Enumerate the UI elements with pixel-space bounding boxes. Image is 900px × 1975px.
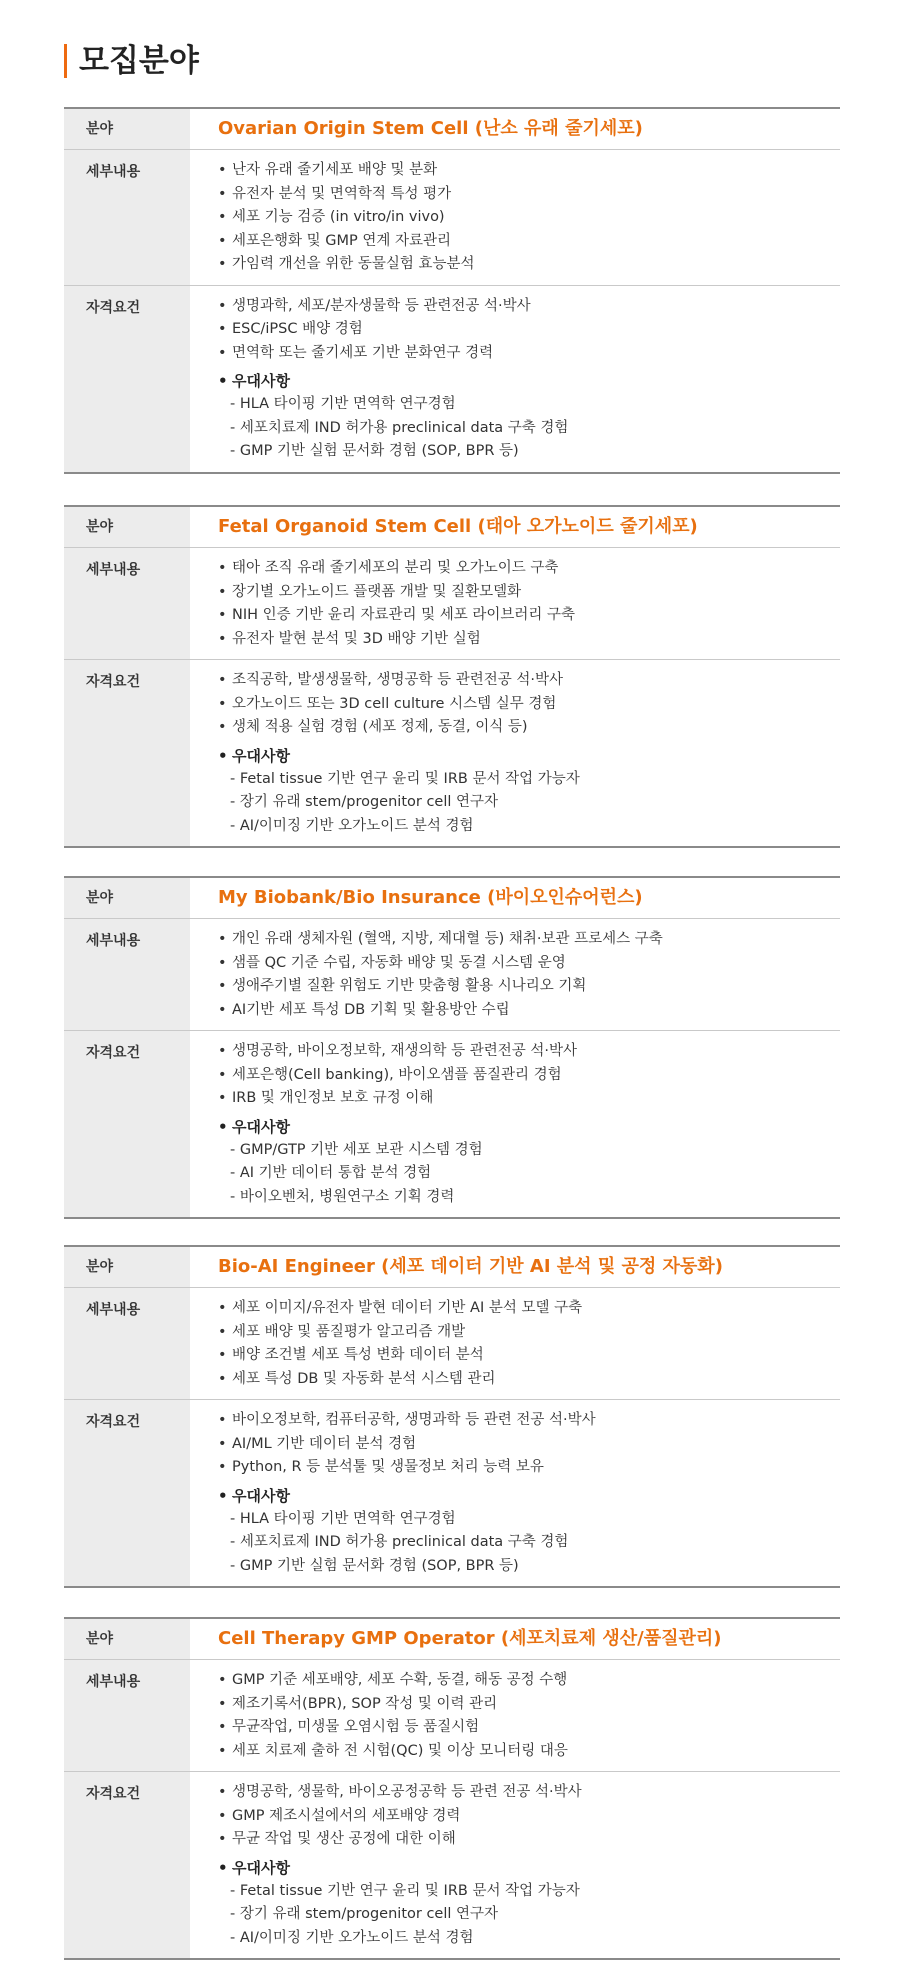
detail-text: 세포 특성 DB 및 자동화 분석 시스템 관리 [232,1370,496,1387]
details-row [64,919,840,1031]
dash: - [230,1557,240,1574]
details-row [64,1660,840,1772]
details-label: 세부내용 [64,919,190,1030]
detail-item [218,183,840,207]
bullet: • [218,1784,227,1800]
field-title: Fetal Organoid Stem Cell (태아 오가노이드 줄기세포) [218,516,698,537]
requirement-item [218,1433,840,1457]
bullet: • [218,954,227,971]
bullet: • [218,560,227,576]
preferred-item [218,393,840,417]
requirement-item [218,318,840,342]
preferred-text: 바이오벤처, 병원연구소 기획 경력 [239,1188,455,1205]
requirements-label: 자격요건 [64,1400,190,1586]
preferred-heading [218,1115,840,1139]
detail-text: 가임력 개선을 위한 동물실험 효능분석 [232,256,475,272]
bullet: • [218,1090,227,1106]
preferred-text: GMP 기반 실험 문서화 경험 (SOP, BPR 등) [239,1557,519,1574]
detail-text: 난자 유래 줄기세포 배양 및 분화 [232,162,438,178]
detail-item [218,1740,840,1764]
field-title-cell [190,1619,840,1659]
detail-item [218,253,840,277]
recruit-section [64,876,840,1219]
bullet: • [218,372,228,390]
field-label: 분야 [64,1619,190,1659]
details-row [64,548,840,660]
bullet: • [218,583,227,600]
bullet: • [218,297,227,314]
requirement-text: 세포은행(Cell banking), 바이오샘플 품질관리 경험 [232,1066,562,1083]
detail-item [218,1716,840,1740]
details-label: 세부내용 [64,150,190,285]
preferred-heading [218,369,840,393]
detail-item [218,1368,840,1392]
preferred-item [218,1508,840,1532]
detail-item [218,1321,840,1345]
requirement-item [218,1409,840,1433]
bullet: • [218,1066,227,1083]
bullet: • [218,232,227,249]
preferred-heading [218,744,840,768]
requirements-row [64,1031,840,1217]
requirements-list [190,1772,840,1958]
preferred-label: 우대사항 [232,1486,290,1505]
preferred-text: HLA 타이핑 기반 면역학 연구경험 [239,396,456,412]
bullet: • [218,1435,227,1452]
detail-text: NIH 인증 기반 윤리 자료관리 및 세포 라이브러리 구축 [232,607,576,623]
detail-text: 제조기록서(BPR), SOP 작성 및 이력 관리 [232,1695,498,1712]
dash: - [230,770,240,787]
preferred-text: AI/이미징 기반 오가노이드 분석 경험 [239,1929,474,1946]
preferred-item [218,1162,840,1186]
preferred-item [218,1531,840,1555]
section-header-row [64,507,840,548]
bullet: • [218,1323,227,1340]
detail-text: 유전자 분석 및 면역학적 특성 평가 [232,185,452,202]
dash: - [230,1510,240,1527]
detail-item [218,206,840,230]
preferred-label: 우대사항 [232,746,290,765]
detail-text: 세포 치료제 출하 전 시험(QC) 및 이상 모니터링 대응 [232,1742,568,1759]
details-list [190,919,840,1030]
bullet: • [218,1370,227,1387]
requirements-row [64,1772,840,1958]
requirement-item [218,716,840,740]
bullet: • [218,607,227,623]
field-title-cell [190,507,840,547]
bullet: • [218,1117,228,1136]
preferred-item [218,440,840,464]
bullet: • [218,1695,227,1712]
detail-item [218,1669,840,1693]
requirement-item [218,1087,840,1111]
field-label: 분야 [64,1247,190,1287]
requirement-text: AI/ML 기반 데이터 분석 경험 [232,1435,417,1452]
field-title: Cell Therapy GMP Operator (세포치료제 생산/품질관리) [218,1628,722,1649]
detail-text: 세포 이미지/유전자 발현 데이터 기반 AI 분석 모델 구축 [232,1300,583,1316]
dash: - [230,1188,240,1205]
recruit-section [64,1245,840,1588]
field-label: 분야 [64,507,190,547]
section-header-row [64,109,840,150]
field-title-cell [190,109,840,149]
bullet: • [218,1672,227,1688]
section-header-row [64,1247,840,1288]
dash: - [230,1906,240,1922]
bullet: • [218,162,227,178]
requirement-text: 무균 작업 및 생산 공정에 대한 이해 [232,1831,456,1847]
requirement-item [218,1805,840,1829]
preferred-heading [218,1856,840,1880]
requirement-item [218,1064,840,1088]
recruit-section [64,1617,840,1960]
dash: - [230,396,240,412]
detail-item [218,557,840,581]
details-list [190,150,840,285]
requirement-text: 생명과학, 세포/분자생물학 등 관련전공 석·박사 [232,297,531,314]
dash: - [230,1534,240,1550]
detail-item [218,1693,840,1717]
requirement-item [218,1456,840,1480]
detail-text: 태아 조직 유래 줄기세포의 분리 및 오가노이드 구축 [232,560,559,576]
requirement-text: 생체 적용 실험 경험 (세포 정제, 동결, 이식 등) [232,719,528,735]
bullet: • [218,1858,228,1877]
bullet: • [218,1831,227,1847]
requirement-text: 바이오정보학, 컴퓨터공학, 생명과학 등 관련 전공 석·박사 [232,1412,596,1428]
preferred-item [218,791,840,815]
dash: - [230,419,240,436]
requirements-list [190,1400,840,1586]
field-title-cell [190,1247,840,1287]
detail-item [218,159,840,183]
preferred-item [218,1186,840,1210]
bullet: • [218,1807,227,1824]
dash: - [230,1929,240,1946]
field-label: 분야 [64,109,190,149]
details-row [64,1288,840,1400]
bullet: • [218,1486,228,1505]
requirements-label: 자격요건 [64,286,190,472]
requirements-list [190,660,840,846]
preferred-item [218,1903,840,1927]
bullet: • [218,1300,227,1316]
detail-item [218,999,840,1023]
requirements-row [64,660,840,846]
preferred-label: 우대사항 [232,1858,290,1877]
details-list [190,1660,840,1771]
details-label: 세부내용 [64,548,190,659]
requirement-text: 생명공학, 바이오정보학, 재생의학 등 관련전공 석·박사 [232,1043,578,1059]
preferred-item [218,1139,840,1163]
requirements-list [190,286,840,472]
section-header-row [64,1619,840,1660]
detail-item [218,1344,840,1368]
requirements-row [64,286,840,472]
requirements-label: 자격요건 [64,1031,190,1217]
bullet: • [218,1412,227,1428]
detail-item [218,975,840,999]
preferred-text: HLA 타이핑 기반 면역학 연구경험 [239,1510,456,1527]
requirement-item [218,669,840,693]
field-title: My Biobank/Bio Insurance (바이오인슈어런스) [218,887,643,908]
bullet: • [218,256,227,272]
detail-text: AI기반 세포 특성 DB 기획 및 활용방안 수립 [232,1001,510,1018]
requirement-text: ESC/iPSC 배양 경험 [232,321,363,337]
requirement-text: 생명공학, 생물학, 바이오공정공학 등 관련 전공 석·박사 [232,1784,582,1800]
preferred-item [218,1927,840,1951]
detail-item [218,230,840,254]
requirement-item [218,295,840,319]
details-label: 세부내용 [64,1660,190,1771]
preferred-text: AI 기반 데이터 통합 분석 경험 [239,1165,432,1181]
detail-item [218,604,840,628]
dash: - [230,794,240,810]
recruit-section [64,505,840,848]
details-row [64,150,840,286]
bullet: • [218,1459,227,1475]
bullet: • [218,630,227,647]
requirement-text: GMP 제조시설에서의 세포배양 경력 [232,1807,461,1824]
requirement-item [218,1828,840,1852]
details-list [190,548,840,659]
preferred-item [218,815,840,839]
detail-item [218,628,840,652]
requirement-item [218,1040,840,1064]
preferred-text: 세포치료제 IND 허가용 preclinical data 구축 경험 [239,1534,569,1550]
detail-text: 생애주기별 질환 위험도 기반 맞춤형 활용 시나리오 기획 [232,978,587,994]
requirement-item [218,1781,840,1805]
bullet: • [218,1719,227,1735]
bullet: • [218,185,227,202]
details-list [190,1288,840,1399]
bullet: • [218,1043,227,1059]
preferred-heading [218,1484,840,1508]
bullet: • [218,321,227,337]
preferred-label: 우대사항 [232,1117,290,1136]
preferred-text: 세포치료제 IND 허가용 preclinical data 구축 경험 [239,419,569,436]
dash: - [230,1165,240,1181]
detail-text: 장기별 오가노이드 플랫폼 개발 및 질환모델화 [232,583,522,600]
field-title: Bio-AI Engineer (세포 데이터 기반 AI 분석 및 공정 자동화) [218,1256,723,1277]
preferred-item [218,1880,840,1904]
page-title: 모집분야 [64,44,199,78]
dash: - [230,1882,240,1899]
requirements-label: 자격요건 [64,660,190,846]
preferred-item [218,768,840,792]
bullet: • [218,1347,227,1363]
preferred-label: 우대사항 [232,372,290,390]
preferred-text: Fetal tissue 기반 연구 윤리 및 IRB 문서 작업 가능자 [239,770,580,787]
detail-item [218,928,840,952]
detail-text: 개인 유래 생체자원 (혈액, 지방, 제대혈 등) 채취·보관 프로세스 구축 [232,931,663,947]
detail-item [218,581,840,605]
requirement-text: 오가노이드 또는 3D cell culture 시스템 실무 경험 [232,695,557,712]
detail-text: 배양 조건별 세포 특성 변화 데이터 분석 [232,1347,484,1363]
dash: - [230,817,240,834]
bullet: • [218,695,227,712]
detail-item [218,952,840,976]
bullet: • [218,931,227,947]
section-header-row [64,878,840,919]
detail-text: 세포은행화 및 GMP 연계 자료관리 [232,232,452,249]
preferred-text: 장기 유래 stem/progenitor cell 연구자 [239,1906,499,1922]
dash: - [230,443,240,459]
requirement-item [218,342,840,366]
detail-item [218,1297,840,1321]
preferred-item [218,1555,840,1579]
requirement-text: Python, R 등 분석툴 및 생물정보 처리 능력 보유 [232,1459,544,1475]
bullet: • [218,978,227,994]
field-label: 분야 [64,878,190,918]
detail-text: GMP 기준 세포배양, 세포 수확, 동결, 해동 공정 수행 [232,1672,568,1688]
details-label: 세부내용 [64,1288,190,1399]
detail-text: 유전자 발현 분석 및 3D 배양 기반 실험 [232,630,481,647]
recruit-section [64,107,840,474]
preferred-text: AI/이미징 기반 오가노이드 분석 경험 [239,817,474,834]
requirement-text: 조직공학, 발생생물학, 생명공학 등 관련전공 석·박사 [232,672,564,688]
requirement-text: IRB 및 개인정보 보호 규정 이해 [232,1090,434,1106]
detail-text: 세포 배양 및 품질평가 알고리즘 개발 [232,1323,466,1340]
bullet: • [218,344,227,361]
requirements-label: 자격요건 [64,1772,190,1958]
bullet: • [218,1001,227,1018]
requirement-item [218,693,840,717]
requirements-list [190,1031,840,1217]
dash: - [230,1141,240,1158]
bullet: • [218,746,228,765]
detail-text: 무균작업, 미생물 오염시험 등 품질시험 [232,1719,480,1735]
detail-text: 샘플 QC 기준 수립, 자동화 배양 및 동결 시스템 운영 [232,954,566,971]
preferred-item [218,417,840,441]
bullet: • [218,209,227,225]
bullet: • [218,1742,227,1759]
field-title-cell [190,878,840,918]
requirement-text: 면역학 또는 줄기세포 기반 분화연구 경력 [232,344,494,361]
field-title: Ovarian Origin Stem Cell (난소 유래 줄기세포) [218,118,643,139]
detail-text: 세포 기능 검증 (in vitro/in vivo) [232,209,445,225]
preferred-text: GMP/GTP 기반 세포 보관 시스템 경험 [239,1141,483,1158]
preferred-text: 장기 유래 stem/progenitor cell 연구자 [239,794,499,810]
bullet: • [218,719,227,735]
requirements-row [64,1400,840,1586]
bullet: • [218,672,227,688]
preferred-text: GMP 기반 실험 문서화 경험 (SOP, BPR 등) [239,443,519,459]
preferred-text: Fetal tissue 기반 연구 윤리 및 IRB 문서 작업 가능자 [239,1882,580,1899]
